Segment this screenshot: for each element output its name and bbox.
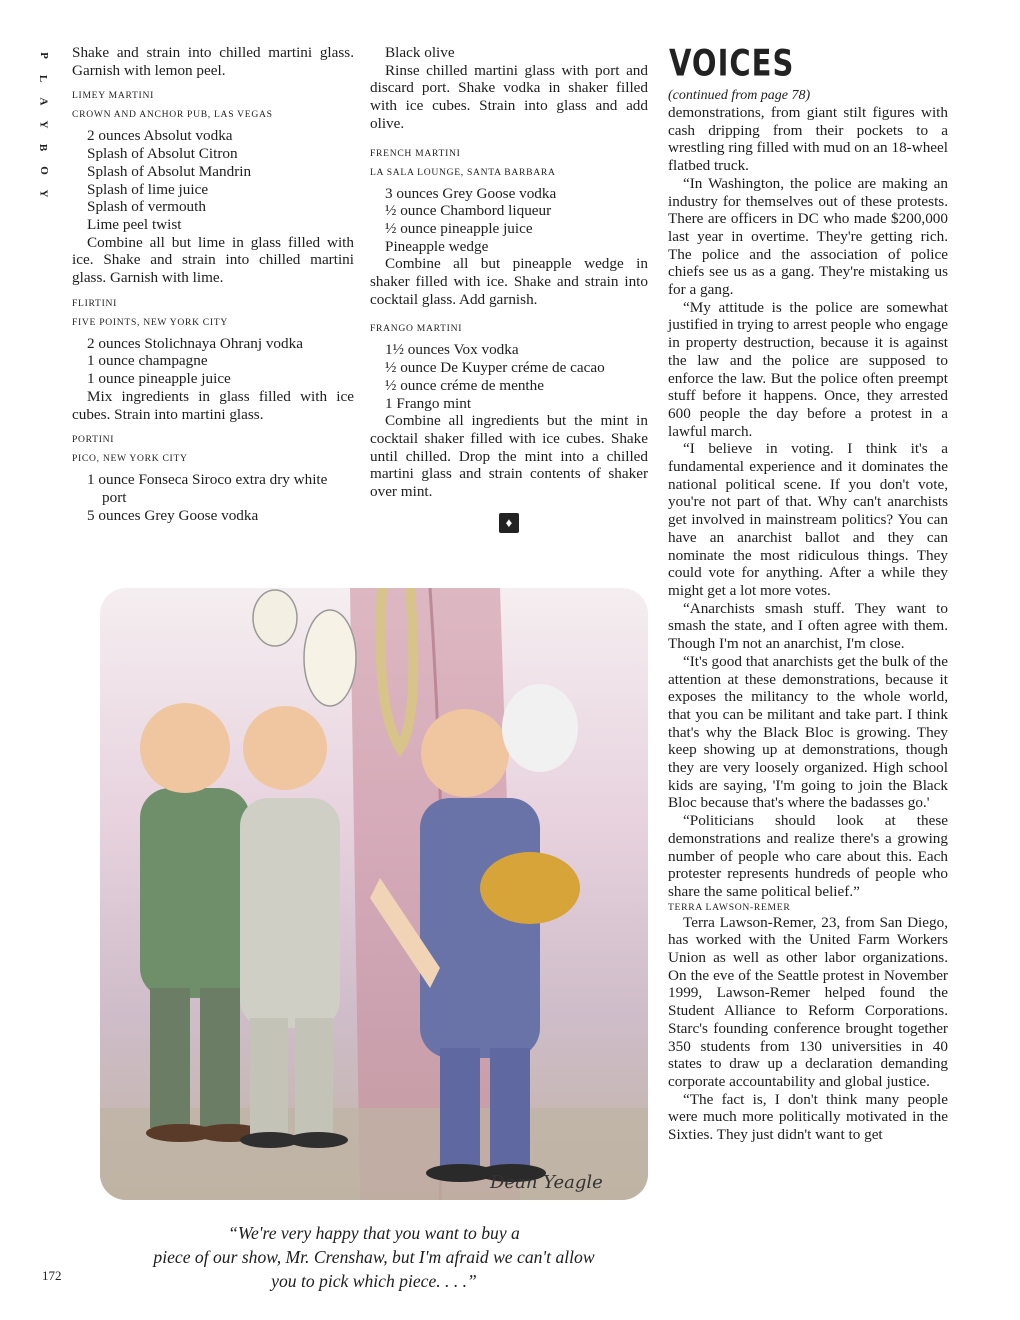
recipe-title: FLIRTINI [72,297,117,309]
article-paragraph: “It's good that anarchists get the bulk of the attention at these demonstrations, because it exposes the militancy to the whole world, that you can be militant and take part. I think that's why the Black Bloc is growing. They keep showing up at demonstrations, though they are very loosely organized. High school kids are saying, 'I'm going to join the Black Bloc because that's where the badasses go.' [668,652,948,812]
ingredient: 1 ounce pineapple juice [87,370,231,388]
recipe-method-text: Combine all but pineapple wedge in shaker filled with ice. Shake and strain into cocktail glass. Add garnish. [370,255,648,308]
page-number: 172 [42,1268,62,1283]
article-paragraph: “The fact is, I don't think many people were much more politically motivated in the Sixties. They just didn't want to get [668,1090,948,1144]
ingredient: 1 ounce Fonseca Siroco extra dry white port [87,471,328,506]
recipe-method-text: Shake and strain into chilled martini glass. Garnish with lemon peel. [72,44,354,79]
ingredient: ½ ounce créme de menthe [385,376,544,394]
recipe-header [370,147,648,179]
recipe-header [370,322,648,335]
recipe-header [72,89,354,121]
cartoon-caption [100,1221,648,1293]
ingredient: 2 ounces Absolut vodka [87,127,233,145]
recipe-venue: FIVE POINTS, NEW YORK CITY [72,316,228,328]
article-paragraph: “My attitude is the police are somewhat justified in trying to arrest people who engage in property destruction, because it is against the law and the police are supposed to enforce the law. But the police often preempt stuff before it happens. Once, they arrested 600 people the day before a protest in a lawful march. [668,298,948,440]
spine-letter: O [37,166,50,175]
ingredient: ½ ounce Chambord liqueur [385,202,552,220]
ingredient: Splash of lime juice [87,180,209,198]
recipe-venue: LA SALA LOUNGE, SANTA BARBARA [370,166,556,178]
ingredient: Pineapple wedge [385,237,489,255]
continued-note: (continued from page 78) [668,88,811,103]
caption-line: “We're very happy that you want to buy a [228,1223,520,1243]
caption-line: piece of our show, Mr. Crenshaw, but I'm afraid we can't allow [153,1247,595,1267]
spine-letter: A [37,97,50,106]
artist-signature: Dean Yeagle [490,1172,603,1193]
cartoon-drawing [100,588,648,1200]
ingredient: 1 ounce champagne [87,352,208,370]
article-paragraph: “Anarchists smash stuff. They want to smash the state, and I often agree with them. Though I'm not an anarchist, I'm close. [668,599,948,653]
recipe-venue: CROWN AND ANCHOR PUB, LAS VEGAS [72,109,273,121]
spine-magazine-name [36,44,50,205]
ingredient: 5 ounces Grey Goose vodka [87,506,259,524]
article-paragraph: demonstrations, from giant stilt figures with cash dripping from their pockets to a wrestling ring filled with mud on an 18-wheel flatbed truck. [668,104,948,175]
section-title: VOICES [669,41,795,84]
caption-line: you to pick which piece. . . .” [271,1271,477,1291]
spine-letter: Y [37,120,50,129]
ingredient: Splash of vermouth [87,198,206,216]
recipe-title: LIMEY MARTINI [72,90,154,102]
recipe-method-text: Mix ingredients in glass filled with ice cubes. Strain into martini glass. [72,387,354,423]
recipe-title: FRENCH MARTINI [370,147,461,159]
article-paragraph: “I believe in voting. I think it's a fundamental experience and it dominates the national political scene. If you don't vote, you're not part of that. Why can't anarchists get involved in mainstream politics? You can have an anarchist ballot and they can nominate the most ridiculous things. They could vote for anything. After a while they might get a lot more votes. [668,440,948,599]
ingredient: ½ ounce pineapple juice [385,219,533,237]
recipe-column-1 [72,44,354,524]
ingredient: Lime peel twist [87,215,182,233]
ingredient: ½ ounce De Kuyper créme de cacao [385,359,605,377]
spine-letter: P [37,52,50,59]
ingredient: Black olive [385,44,455,61]
spine-letter: Y [37,189,50,198]
recipe-method-text: Combine all ingredients but the mint in cocktail shaker filled with ice cubes. Shake until chilled. Drop the mint into a chilled martini glass and strain contents of shaker over mint. [370,412,648,501]
ingredient: Splash of Absolut Mandrin [87,162,252,180]
cartoon-illustration [100,588,648,1200]
recipe-column-2 [370,44,648,533]
ingredient: 2 ounces Stolichnaya Ohranj vodka [87,334,303,352]
ingredient: 3 ounces Grey Goose vodka [385,184,557,202]
article-paragraph: “In Washington, the police are making an industry for themselves out of these protests. There are officers in DC who made $200,000 last year in overtime. They're getting rich. The police and the association of police chiefs see us as a gang. They're mistaking us for a gang. [668,174,948,299]
voices-column [668,41,948,1144]
article-paragraph: “Politicians should look at these demonstrations and realize there's a growing number of people who care about this. Each protester represents hundreds of people who share the same political belief.” [668,812,948,900]
ingredient: 1 Frango mint [385,394,472,412]
ingredient: 1½ ounces Vox vodka [385,341,519,359]
spine-letter: L [37,74,50,83]
ingredient: Splash of Absolut Citron [87,145,238,163]
article-paragraph: Terra Lawson-Remer, 23, from San Diego, has worked with the United Farm Workers Union as well as other labor organizations. On the eve of the Seattle protest in November 1999, Lawson-Remer helped found the Student Alliance to Reform Corporations. Starc's founding conference brought together 350 students from 130 universities in 40 states to draw up a declaration demanding corporate accountability and global justice. [668,913,948,1090]
interviewee-name: TERRA LAWSON-REMER [668,901,791,913]
recipe-method-text: Rinse chilled martini glass with port and discard port. Shake vodka in shaker filled with ice cubes. Strain into glass and add olive. [370,61,648,132]
recipe-title: PORTINI [72,434,115,446]
recipe-title: FRANGO MARTINI [370,323,463,335]
spine-letter: B [37,143,50,152]
recipe-header [72,433,354,465]
recipe-venue: PICO, NEW YORK CITY [72,453,188,465]
rabbit-head-icon: ♦ [499,513,519,533]
recipe-method-text: Combine all but lime in glass filled with ice. Shake and strain into chilled martini glass. Garnish with lime. [72,233,354,287]
recipe-header [72,297,354,329]
